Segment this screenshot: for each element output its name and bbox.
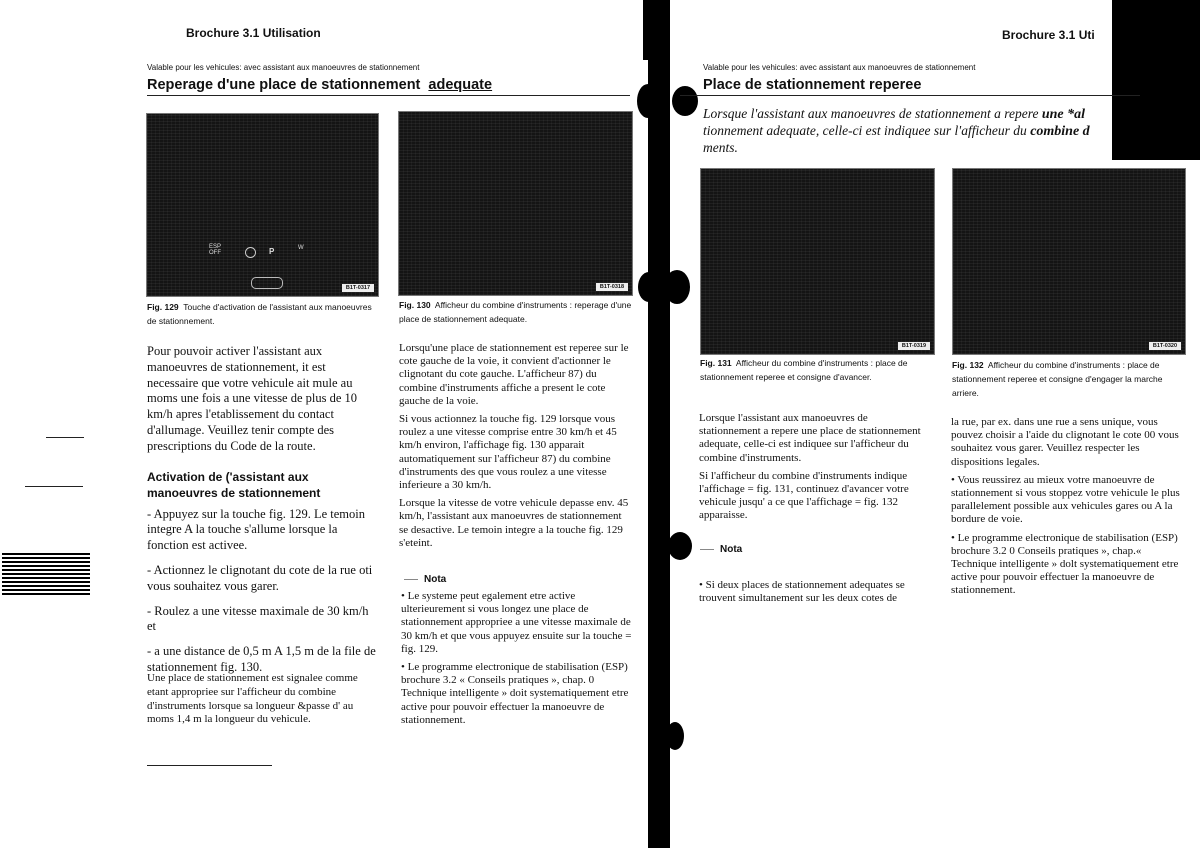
step-4: - a une distance de 0,5 m A 1,5 m de la file de stationnement fig. 130. [147,644,376,674]
right-title-rule [680,95,1140,96]
right-validity-note: Valable pour les vehicules: avec assistant aux manoeuvres de stationnement [703,63,976,72]
fig129-caption-text: Touche d'activation de l'assistant aux manoeuvres de stationnement. [147,302,372,326]
left-page-header: Brochure 3.1 Utilisation [186,26,321,40]
left-nota-label: Nota [424,574,447,585]
left-nota-item-1: • Le systeme peut egalement etre active ulterieurement si vous longez une place de stationnement appropriee a une vitesse maximale de 30 km/h et que vous appuyez ensuite sur la touche = fig. 129. [401,590,632,655]
intro-line-1-tail: une *al [1041,107,1086,122]
right-nota-heading [700,544,742,555]
fig132-number: Fig. 132 [952,360,984,370]
binding-hole [672,86,698,116]
right-section-title: Place de stationnement reperee [703,77,922,93]
gear-knob-icon [251,277,283,289]
right-col1-paragraph-2: Si l'afficheur du combine d'instruments indique l'affichage = fig. 131, continuez d'avancer votre vehicule jusqu' a ce que l'affichage = fig. 132 apparaisse. [699,469,909,522]
fig131-caption-text: Afficheur du combine d'instruments : place de stationnement reperee et consigne d'avancer. [700,358,908,382]
left-section-title [147,77,492,93]
intro-line-2-tail: combine d [1030,124,1090,139]
activation-subheading: Activation de ('assistant aux manoeuvres de stationnement [147,469,321,500]
footnote-rule [147,765,272,766]
fig129-photo [146,113,379,297]
right-intro [703,106,1143,156]
left-nota-item-2: • Le programme electronique de stabilisation (ESP) brochure 3.2 « Conseils pratiques », chap. 0 Technique intelligente » doit systematiquement etre active pour pouvoir effectuer la manoeuvre de stationnement. [401,661,629,726]
col2-paragraph-1: Lorsqu'une place de stationnement est reperee sur le cote gauche de la voie, it convient d'actionner le clignotant du cote gauche. L'afficheur 87) du combine d'instruments affiche a present le cote gauche de la voie. [399,342,629,407]
right-col1 [699,412,931,528]
right-nota-label: Nota [720,544,743,555]
right-page-header: Brochure 3.1 Uti [1002,28,1095,42]
fig130-number: Fig. 130 [399,300,431,310]
fig130-caption-text: Afficheur du combine d'instruments : reperage d'une place de stationnement adequate. [399,300,632,324]
fig132-caption [952,358,1184,400]
fig129-caption [147,300,377,328]
nota-dash [404,579,418,580]
warning-icon [245,247,256,258]
binding-hole [666,722,684,750]
left-title-tail: adequate [428,77,493,93]
left-nota-heading [404,574,446,585]
right-col2-item-2: • Le programme electronique de stabilisation (ESP) brochure 3.2 0 Conseils pratiques », chap.« Technique intelligente » dolt systematiquement etre active pour pouvoir effectuer la manoeuvre de stationnement. [951,531,1179,597]
right-col2 [951,416,1181,603]
binding-spine [648,0,670,848]
left-validity-note: Valable pour les vehicules: avec assistant aux manoeuvres de stationnement [147,63,420,72]
fig131-caption [700,356,935,384]
right-col1-paragraph-1: Lorsque l'assistant aux manoeuvres de stationnement a repere une place de stationnement adequate, celle-ci est indiquee sur l'afficheur du combine d'instruments. [699,412,921,464]
fig129-code: B1T-0317 [342,284,374,292]
step-1: - Appuyez sur la touche fig. 129. Le temoin integre A la touche s'allume lorsque la fonction est activee. [147,506,365,553]
left-nota-items [401,590,632,732]
fig132-photo [952,168,1186,355]
left-col1 [147,344,379,685]
window-label: W [298,245,304,251]
fig131-number: Fig. 131 [700,358,732,368]
fig130-caption [399,298,632,326]
binding-hole [664,270,690,304]
binding-hole [637,84,659,118]
margin-mark [46,437,84,438]
right-col2-paragraph: la rue, par ex. dans une rue a sens unique, vous pouvez choisir a l'aide du clignotant le cote 00 vous souhaitez vous garer. Veuillez respecter les dispositions legales. [951,416,1179,468]
binding-hole [638,272,660,302]
fig131-photo [700,168,935,355]
fig130-code: B1T-0318 [596,283,628,291]
nota-dash [700,549,714,550]
intro-line-2: tionnement adequate, celle-ci est indiquee sur l'afficheur du [703,123,1027,138]
left-col1-para2: Une place de stationnement est signalee comme etant appropriee sur l'afficheur du combine d'instruments lorsque sa longueur &passe d' au moms 1,4 m la longueur du vehicule. [147,672,358,726]
intro-paragraph: Pour pouvoir activer l'assistant aux manoeuvres de stationnement, it est necessaire que votre vehicule ait mule au moms une fois a une vitesse de plus de 10 km/h apres l'etablissement du contact d'allumage. Veuillez tenir compte des prescriptions du Code de la route. [147,344,358,453]
fig129-number: Fig. 129 [147,302,179,312]
fig132-code: B1T-0320 [1149,342,1181,350]
intro-line-3: ments. [703,140,738,155]
fig132-caption-text: Afficheur du combine d'instruments : place de stationnement reperee et consigne d'engager la marche arriere. [952,360,1163,398]
intro-line-1: Lorsque l'assistant aux manoeuvres de stationnement a repere [703,106,1039,121]
binding-hole [668,532,692,560]
margin-mark [25,486,83,487]
right-nota-item: • Si deux places de stationnement adequates se trouvent simultanement sur les deux cotes de [699,579,905,605]
scan-barcode-artifact [2,553,90,597]
col2-paragraph-3: Lorsque la vitesse de votre vehicule depasse env. 45 km/h, l'assistant aux manoeuvres de stationnement se desactive. Le temoin integre a la touche fig. 129 s'eteint. [399,497,629,549]
col2-paragraph-2: Si vous actionnez la touche fig. 129 lorsque vous roulez a une vitesse comprise entre 30 km/h et 45 km/h environ, l'affichage fig. 130 apparait automatiquement sur l'afficheur 87) du combine d'instruments des que vous roulez a une vitesse inferieure a 30 km/h. [399,413,617,492]
left-col2 [399,342,632,555]
fig130-photo [398,111,633,296]
left-title-main: Reperage d'une place de stationnement [147,77,421,93]
step-3: - Roulez a une vitesse maximale de 30 km/h et [147,603,369,634]
esp-off-label: ESP OFF [209,244,222,256]
right-col2-item-1: • Vous reussirez au mieux votre manoeuvre de stationnement si vous stoppez votre vehicule le plus parallelement possible aux vehicules gares ou A la bordure de voie. [951,473,1180,526]
left-title-rule [147,95,630,96]
step-2: - Actionnez le clignotant du cote de la rue oti vous souhaitez vous garer. [147,562,373,593]
park-assist-button: P [269,247,275,256]
fig131-code: B1T-0319 [898,342,930,350]
binding-spine-edge [643,0,649,60]
